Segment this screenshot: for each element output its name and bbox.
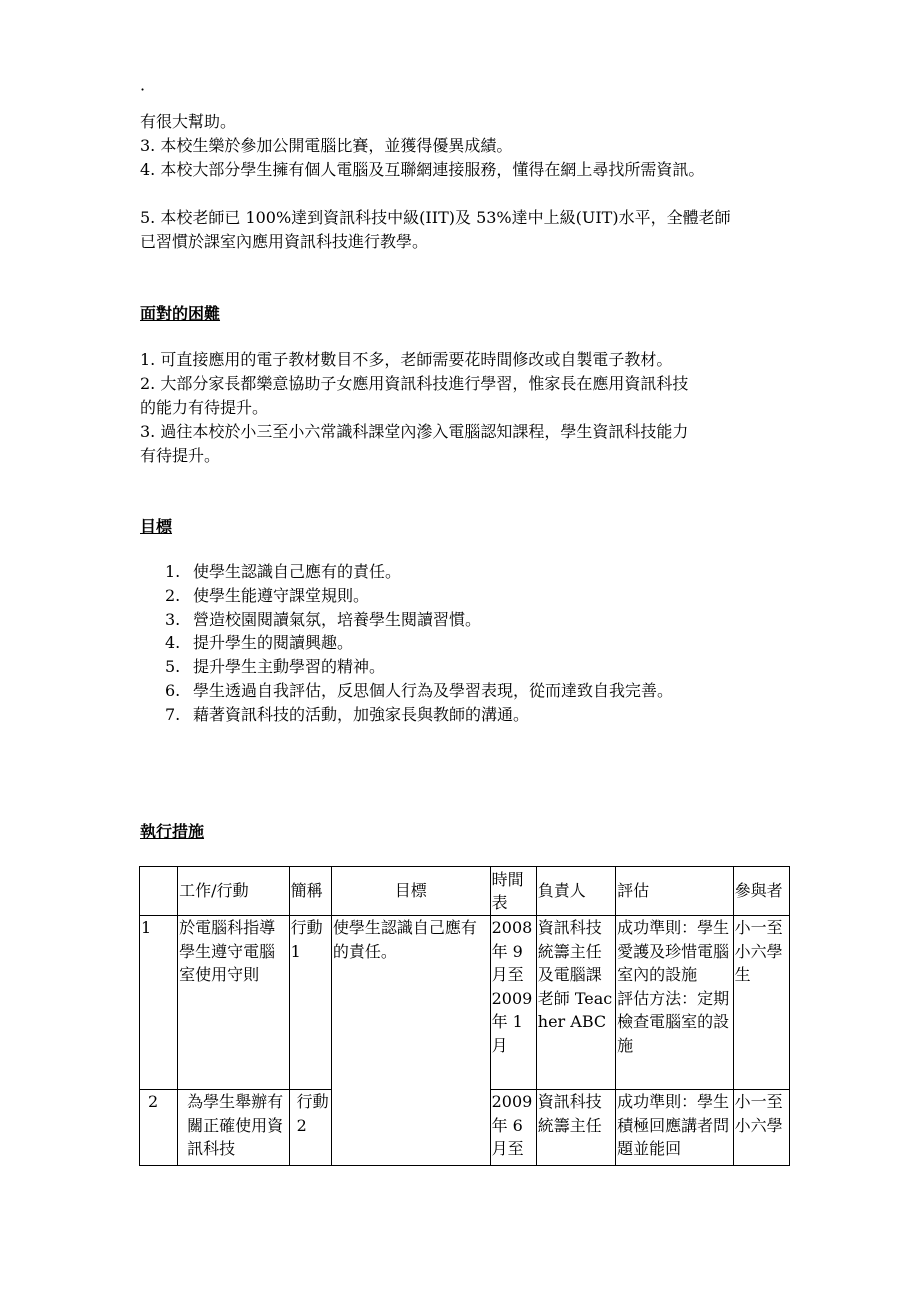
row-goal: 使學生認識自己應有的責任。 <box>331 916 490 1166</box>
eval-method: 評估方法：定期檢查電腦室的設施 <box>617 988 730 1055</box>
point5-line: 已習慣於課室內應用資訊科技進行教學。 <box>140 232 429 251</box>
header-abbr: 簡稱 <box>289 867 331 916</box>
goals-list <box>165 560 673 727</box>
row-participants: 小一至小六學 <box>733 1090 789 1166</box>
row-abbr: 行動 1 <box>289 916 331 1090</box>
row-eval <box>616 916 734 1090</box>
header-participants: 參與者 <box>733 867 789 916</box>
header-goal: 目標 <box>331 867 490 916</box>
header-eval: 評估 <box>616 867 734 916</box>
list-item: 1. 使學生認識自己應有的責任。 <box>165 562 402 581</box>
time-start: 2008 年 9 月至 <box>491 918 533 984</box>
difficulty-line: 1. 可直接應用的電子教材數目不多，老師需要花時間修改或自製電子教材。 <box>140 350 673 369</box>
table-header-row <box>140 867 790 916</box>
point5-line: 5. 本校老師已 100%達到資訊科技中級(IIT)及 53%達中上級(UIT)水平，全體老師 <box>140 208 731 227</box>
row-eval: 成功準則：學生積極回應講者問題並能回 <box>616 1090 734 1166</box>
difficulties-heading: 面對的困難 <box>140 304 221 323</box>
row-owner: 資訊科技統籌主任 <box>536 1090 615 1166</box>
difficulty-line: 有待提升。 <box>140 446 221 465</box>
list-item: 6. 學生透過自我評估，反思個人行為及學習表現，從而達致自我完善。 <box>165 680 674 700</box>
header-task: 工作/行動 <box>178 867 290 916</box>
row-owner: 資訊科技統籌主任及電腦課老師 Teacher ABC <box>536 916 615 1090</box>
list-item: 2. 使學生能遵守課堂規則。 <box>165 585 370 605</box>
row-task: 於電腦科指導學生遵守電腦室使用守則 <box>178 916 290 1090</box>
time-end: 2009 年 1 月 <box>491 988 533 1055</box>
row-time <box>490 916 536 1090</box>
row-task: 為學生舉辦有關正確使用資訊科技 <box>178 1090 290 1166</box>
intro-line: 有很大幫助。 <box>140 112 237 131</box>
header-owner: 負責人 <box>536 867 615 916</box>
difficulty-line: 的能力有待提升。 <box>140 398 269 417</box>
row-participants: 小一至小六學生 <box>733 916 789 1090</box>
list-item: 4. 提升學生的閱讀興趣。 <box>165 633 354 653</box>
measures-heading: 執行措施 <box>140 822 205 841</box>
row-abbr: 行動 2 <box>289 1090 331 1166</box>
intro-line: 4. 本校大部分學生擁有個人電腦及互聯網連接服務，懂得在網上尋找所需資訊。 <box>140 160 705 179</box>
list-item: 7. 藉著資訊科技的活動，加強家長與教師的溝通。 <box>165 704 530 724</box>
header-time: 時間表 <box>490 867 536 916</box>
table-row <box>140 916 790 1090</box>
eval-criteria: 成功準則：學生愛護及珍惜電腦室內的設施 <box>617 918 730 984</box>
goals-heading: 目標 <box>140 517 173 536</box>
row-no: 2 <box>140 1090 178 1166</box>
difficulty-line: 2. 大部分家長都樂意協助子女應用資訊科技進行學習，惟家長在應用資訊科技 <box>140 374 689 393</box>
measures-table <box>139 866 790 1166</box>
list-item: 3. 營造校園閱讀氣氛，培養學生閱讀習慣。 <box>165 609 482 629</box>
list-item: 5. 提升學生主動學習的精神。 <box>165 657 386 677</box>
row-no: 1 <box>140 916 178 1090</box>
header-no <box>140 867 178 916</box>
intro-line: 3. 本校生樂於參加公開電腦比賽，並獲得優異成績。 <box>140 136 513 155</box>
difficulty-line: 3. 過往本校於小三至小六常識科課堂內滲入電腦認知課程，學生資訊科技能力 <box>140 422 689 441</box>
row-time: 2009 年 6 月至 <box>490 1090 536 1166</box>
bullet-dot: · <box>140 80 146 99</box>
